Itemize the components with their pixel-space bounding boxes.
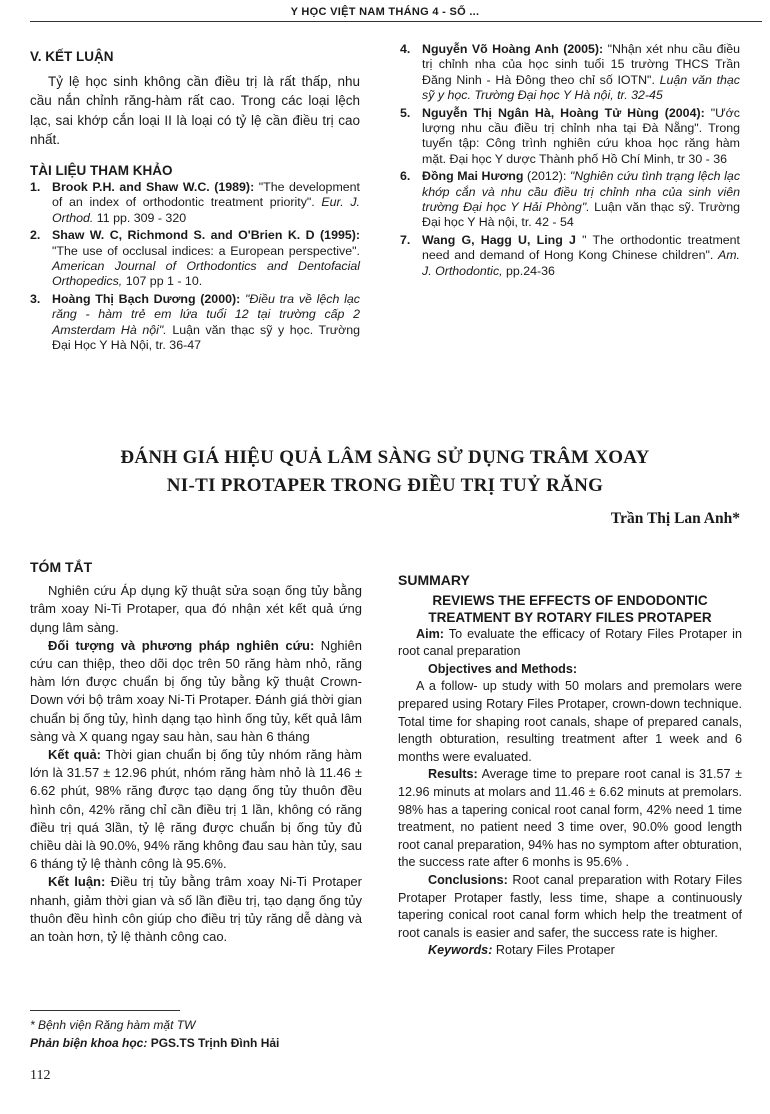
reference-authors: Đồng Mai Hương <box>422 169 524 184</box>
article-title <box>0 444 770 500</box>
summary-column <box>398 572 742 960</box>
reference-body: "Ước lượng nhu cầu điều trị chỉnh nha tại Đà Nẵng". Trong tuyển tập: Công trình nghiên cứu khoa học răng hàm mặt. Đại học Y dược Thành phố Hồ Chí Minh, tr 30 - 36 <box>422 105 741 166</box>
summary-results <box>398 766 742 872</box>
page-number: 112 <box>30 1068 51 1083</box>
title-line-1: ĐÁNH GIÁ HIỆU QUẢ LÂM SÀNG SỬ DỤNG TRÂM XOAY <box>120 447 650 468</box>
reference-num: 3. <box>30 291 41 306</box>
tomtat-ketluan <box>30 873 362 946</box>
reference-body: "The use of occlusal indices: a European perspective". <box>52 243 360 258</box>
reference-num: 6. <box>400 169 411 184</box>
ketqua-label: Kết quả: <box>48 747 102 763</box>
reference-authors: Nguyễn Thị Ngân Hà, Hoàng Tử Hùng (2004): <box>422 105 705 120</box>
tomtat-ketqua <box>30 746 362 873</box>
reference-item <box>400 42 740 104</box>
reference-journal: "Nghiên cứu tình trạng lệch lạc khớp cắn và nhu cầu điều trị chỉnh nha của sinh viên trường Đại học Y Hải Phòng". <box>422 169 741 215</box>
reference-journal: Am. J. Orthodontic, <box>422 248 740 278</box>
reference-authors: Wang G, Hagg U, Ling J <box>422 232 576 247</box>
tomtat-doituong <box>30 637 362 746</box>
footnote-reviewer <box>30 1036 279 1050</box>
reference-num: 2. <box>30 228 41 243</box>
reference-item <box>30 292 360 354</box>
reviewer-name: PGS.TS Trịnh Đình Hải <box>147 1036 280 1050</box>
summary-heading: SUMMARY <box>398 572 470 588</box>
title-line-2: NI-TI PROTAPER TRONG ĐIỀU TRỊ TUỶ RĂNG <box>166 475 604 496</box>
reference-authors: Brook P.H. and Shaw W.C. (1989): <box>52 180 255 194</box>
footnote-rule <box>30 1010 180 1011</box>
keywords-label: Keywords: <box>428 943 493 958</box>
conclusions-text: Root canal preparation with Rotary Files Protaper Protaper fastly, less time, shape a continuously tapering conical root canal form which help the treatment of root canals is easier and safer, the success rate is higher. <box>398 872 742 940</box>
conclusion-text: Tỷ lệ học sinh không cần điều trị là rất thấp, nhu cầu nắn chỉnh răng-hàm rất cao. Trong các loại lệch lạc, sai khớp cắn loại II là loại có tỷ lệ cần điều trị cao nhất. <box>30 73 360 147</box>
tomtat-intro: Nghiên cứu Áp dụng kỹ thuật sửa soạn ống tủy bằng trâm xoay Ni-Ti Protaper, qua đó nhận xét kết quả ứng dụng lâm sàng. <box>30 583 362 635</box>
footnote-affiliation: * Bệnh viện Răng hàm mặt TW <box>30 1018 196 1032</box>
reference-tail: 11 pp. 309 - 320 <box>93 210 187 225</box>
reference-journal: "Điều tra về lệch lạc răng - hàm trẻ em lứa tuổi 12 tại trường cấp 2 Amsterdam Hà nội". <box>52 291 360 337</box>
reference-tail: Luận văn thạc sỹ y học. Trường Đại Học Y Hà Nội, tr. 36-47 <box>52 322 360 353</box>
reference-item <box>30 180 360 226</box>
results-label: Results: <box>428 767 478 782</box>
results-text: Average time to prepare root canal is 31.57 ± 12.96 minuts at molars and 11.46 ± 6.62 minuts at premolars. 98% has a tapering conical root canal form, 42% need 1 time treatment, no patient need 3 time over, 90.0% good length root canal preparation, 94% has no symptom after obturation, the success rate after 6 monhs is 95.6% . <box>398 767 742 870</box>
summary-keywords <box>398 942 742 960</box>
running-header: Y HỌC VIỆT NAM THÁNG 4 - SỐ ... <box>290 6 480 18</box>
references-right <box>400 42 740 279</box>
reference-journal: American Journal of Orthodontics and Dentofacial Orthopedics, <box>52 259 360 289</box>
reference-tail: 107 pp 1 - 10. <box>122 274 203 289</box>
ketluan-text: Điều trị tủy bằng trâm xoay Ni-Ti Protaper nhanh, giảm thời gian và số lần điều trị, tạo dạng ống tủy thuôn đều hình côn giúp cho điều trị tủy răng dễ dàng và an toàn hơn, tỷ lệ thành công cao. <box>30 874 362 945</box>
ketluan-label: Kết luận: <box>48 874 106 890</box>
reference-num: 4. <box>400 42 411 56</box>
tomtat-heading: TÓM TẮT <box>30 559 93 575</box>
reference-journal: Luận văn thạc sỹ y học. Trường Đại học Y Hà nội, tr. 32-45 <box>422 72 740 103</box>
references-left <box>30 180 360 353</box>
doituong-label: Đối tượng và phương pháp nghiên cứu: <box>48 637 315 653</box>
reference-body: (2012): <box>523 169 570 184</box>
summary-aim <box>398 626 742 661</box>
reference-num: 7. <box>400 232 411 247</box>
summary-title-2: TREATMENT BY ROTARY FILES PROTAPER <box>428 609 712 625</box>
summary-om-label <box>398 661 742 679</box>
references-heading: TÀI LIỆU THAM KHẢO <box>30 162 173 178</box>
ketqua-text: Thời gian chuẩn bị ống tủy nhóm răng hàm lớn là 31.57 ± 12.96 phút, nhóm răng hàm nhỏ là 11.46 ± 6.62 phút, 98% răng được tạo dạng ống tủy thuôn đều hình côn, 42% răng chỉ cần điều trị 1 lần, không có răng điều trị quá 3lần, tỷ lệ răng được chuẩn bị ống tủy đủ chiều dài là 90.0%, 94% răng không đau sau hàn tủy, sau 6 tháng tỷ lệ thành công là 95.6%. <box>30 747 362 872</box>
reference-item <box>30 228 360 290</box>
reference-num: 1. <box>30 180 41 194</box>
reviewer-label: Phản biện khoa học: <box>30 1036 148 1050</box>
aim-label: Aim: <box>416 626 444 641</box>
reference-item <box>400 233 740 279</box>
reference-item <box>400 106 740 168</box>
doituong-text: Nghiên cứu can thiệp, theo dõi dọc trên 50 răng hàm nhỏ, răng hàm lớn được chuẩn bị ống tủy bằng kỹ thuật Crown-Down với bộ trâm xoay Ni-Ti Protaper. Đánh giá thời gian chuẩn bị ống tủy, hình dạng tạo hình ống tủy, kết quả lâm sàng và X quang ngay sau hàn, sau hàn 6 tháng <box>30 637 362 744</box>
reference-item <box>400 169 740 231</box>
reference-tail: Luận văn thạc sỹ. Trường Đại học Y Hà nội, tr. 42 - 54 <box>422 200 740 230</box>
conclusion-heading: V. KẾT LUẬN <box>30 49 114 64</box>
tomtat-column <box>30 558 362 946</box>
summary-conclusions <box>398 872 742 942</box>
om-label: Objectives and Methods: <box>428 661 578 676</box>
reference-tail: pp.24-36 <box>502 263 555 278</box>
reference-num: 5. <box>400 105 411 120</box>
reference-body: "The development of an index of orthodontic treatment priority". <box>52 180 360 210</box>
reference-authors: Hoàng Thị Bạch Dương (2000): <box>52 291 241 306</box>
aim-text: To evaluate the efficacy of Rotary Files Protaper in root canal preparation <box>398 626 742 659</box>
reference-body: "Nhận xét nhu cầu điều trị chỉnh nha của học sinh tuổi 15 trường THCS Trần Đăng Ninh - Hà Đông theo chỉ số IOTN". <box>422 42 740 87</box>
summary-title-1: REVIEWS THE EFFECTS OF ENDODONTIC <box>432 592 708 608</box>
keywords-text: Rotary Files Protaper <box>492 943 615 958</box>
left-top-column <box>30 48 360 355</box>
right-top-column <box>400 42 740 281</box>
reference-authors: Nguyễn Võ Hoàng Anh (2005): <box>422 42 604 56</box>
conclusions-label: Conclusions: <box>428 872 508 887</box>
reference-body: " The orthodontic treatment need and demand of Hong Kong Chinese children". <box>422 232 740 263</box>
reference-journal: Eur. J. Orthod. <box>52 195 360 225</box>
summary-om-text: A a follow- up study with 50 molars and premolars were prepared using Rotary Files Protaper, crown-down technique. Total time for shaping root canals, shape of prepared canals, length obturation, resulting treatment after 1 week and 6 months were evaluated. <box>398 679 742 764</box>
header-rule <box>30 21 762 22</box>
author: Trần Thị Lan Anh* <box>610 510 740 527</box>
reference-authors: Shaw W. C, Richmond S. and O'Brien K. D (1995): <box>52 228 360 243</box>
